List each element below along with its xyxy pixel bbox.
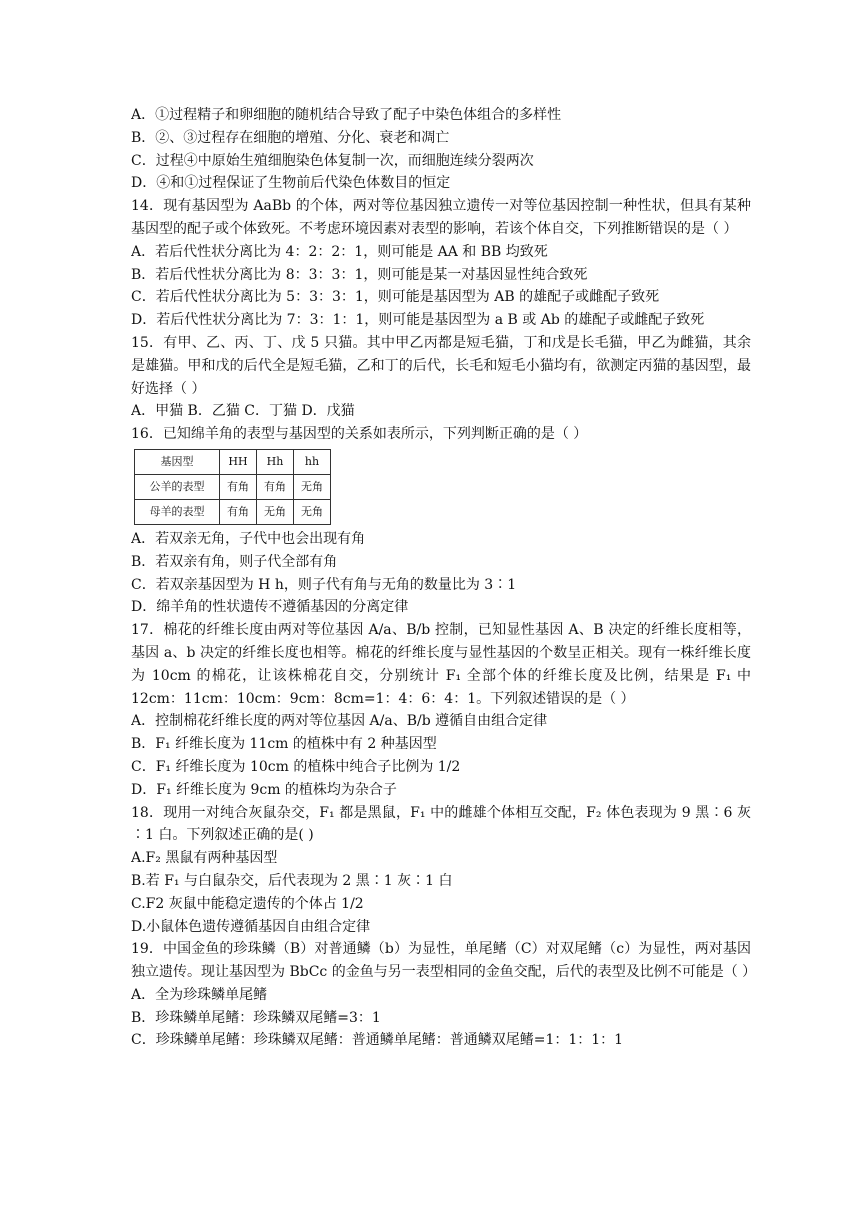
- q16-stem: 16．已知绵羊角的表型与基因型的关系如表所示，下列判断正确的是（ ）: [131, 426, 588, 443]
- q16-option-d: D．绵羊角的性状遗传不遵循基因的分离定律: [131, 599, 409, 616]
- q18-option-b: B.若 F₁ 与白鼠杂交，后代表现为 2 黑∶1 灰∶1 白: [131, 872, 453, 889]
- q13-option-a: A．①过程精子和卵细胞的随机结合导致了配子中染色体组合的多样性: [131, 107, 562, 123]
- q13-option-d: D．④和①过程保证了生物前后代染色体数目的恒定: [131, 175, 451, 192]
- q14-option-a: A．若后代性状分离比为 4：2：2：1，则可能是 AA 和 BB 均致死: [131, 243, 548, 260]
- q17-option-b: B．F₁ 纤维长度为 11cm 的植株中有 2 种基因型: [131, 736, 437, 753]
- table-header-cell: hh: [294, 449, 331, 474]
- q19-option-c: C．珍珠鳞单尾鳍：珍珠鳞双尾鳍：普通鳞单尾鳍：普通鳞双尾鳍=1：1：1：1: [131, 1032, 624, 1049]
- q17-stem: 17．棉花的纤维长度由两对等位基因 A/a、B/b 控制，已知显性基因 A、B 决定的纤维长度相等，基因 a、b 决定的纤维长度也相等。棉花的纤维长度与显性基因的个数呈正相关。现有一株纤维长度为 10cm 的棉花，让该株棉花自交，分别统计 F₁ 全部个体的纤维长度及比例，结果是 F₁ 中 12cm：11cm：10cm：9cm：8cm=1：4：6：4：1。下列叙述错误的是（ ）: [131, 622, 751, 707]
- q15-options: A．甲猫 B．乙猫 C．丁猫 D．戊猫: [131, 403, 355, 420]
- table-cell: 有角: [220, 474, 257, 499]
- q17-option-d: D．F₁ 纤维长度为 9cm 的植株均为杂合子: [131, 781, 397, 798]
- q18-option-c: C.F2 灰鼠中能稳定遗传的个体占 1/2: [131, 895, 364, 912]
- document-body: [131, 104, 757, 1052]
- q18-option-d: D.小鼠体色遗传遵循基因自由组合定律: [131, 918, 371, 935]
- q19-stem: 19．中国金鱼的珍珠鳞（B）对普通鳞（b）为显性，单尾鳍（C）对双尾鳍（c）为显性，两对基因独立遗传。现让基因型为 BbCc 的金鱼与另一表型相同的金鱼交配，后代的表型及比例不可能是（ ）: [131, 941, 757, 981]
- table-cell: 无角: [294, 499, 331, 524]
- table-row: [135, 474, 331, 499]
- q16-option-b: B．若双亲有角，则子代全部有角: [131, 553, 338, 570]
- q16-option-a: A．若双亲无角，子代中也会出现有角: [131, 530, 366, 547]
- q17-option-c: C．F₁ 纤维长度为 10cm 的植株中纯合子比例为 1/2: [131, 758, 461, 775]
- q14-option-b: B．若后代性状分离比为 8：3：3：1，则可能是某一对基因显性纯合致死: [131, 266, 588, 283]
- table-row: [135, 499, 331, 524]
- table-cell: 无角: [294, 474, 331, 499]
- q18-stem: 18．现用一对纯合灰鼠杂交，F₁ 都是黑鼠，F₁ 中的雌雄个体相互交配，F₂ 体色表现为 9 黑∶6 灰∶1 白。下列叙述正确的是( ): [131, 804, 751, 844]
- q15-stem: 15．有甲、乙、丙、丁、戊 5 只猫。其中甲乙丙都是短毛猫，丁和戊是长毛猫，甲乙为雌猫，其余是雄猫。甲和戊的后代全是短毛猫，乙和丁的后代，长毛和短毛小猫均有，欲测定丙猫的基因型，最好选择（ ）: [131, 334, 751, 397]
- q16-option-c: C．若双亲基因型为 H h，则子代有角与无角的数量比为 3∶1: [131, 576, 517, 593]
- q19-option-b: B．珍珠鳞单尾鳍：珍珠鳞双尾鳍=3：1: [131, 1009, 381, 1026]
- q14-option-c: C．若后代性状分离比为 5：3：3：1，则可能是基因型为 AB 的雄配子或雌配子致死: [131, 289, 660, 306]
- table-cell: 母羊的表型: [135, 499, 220, 524]
- table-cell: 有角: [220, 499, 257, 524]
- q14-stem: 14．现有基因型为 AaBb 的个体，两对等位基因独立遗传一对等位基因控制一种性状，但具有某种基因型的配子或个体致死。不考虑环境因素对表型的影响，若该个体自交，下列推断错误的是（ ）: [131, 198, 751, 237]
- table-cell: 有角: [257, 474, 294, 499]
- q13-option-b: B．②、③过程存在细胞的增殖、分化、衰老和凋亡: [131, 129, 450, 146]
- q13-option-c: C．过程④中原始生殖细胞染色体复制一次，而细胞连续分裂两次: [131, 152, 534, 169]
- table-header-cell: 基因型: [135, 449, 220, 474]
- genotype-table: [134, 449, 331, 525]
- table-header-cell: HH: [220, 449, 257, 474]
- table-cell: 无角: [257, 499, 294, 524]
- q14-option-d: D．若后代性状分离比为 7：3：1：1，则可能是基因型为 a B 或 Ab 的雄配子或雌配子致死: [131, 312, 705, 329]
- q17-option-a: A．控制棉花纤维长度的两对等位基因 A/a、B/b 遵循自由组合定律: [131, 713, 548, 730]
- table-cell: 公羊的表型: [135, 474, 220, 499]
- table-header-row: [135, 449, 331, 474]
- q18-option-a: A.F₂ 黑鼠有两种基因型: [131, 850, 278, 867]
- table-header-cell: Hh: [257, 449, 294, 474]
- q19-option-a: A．全为珍珠鳞单尾鳍: [131, 986, 268, 1003]
